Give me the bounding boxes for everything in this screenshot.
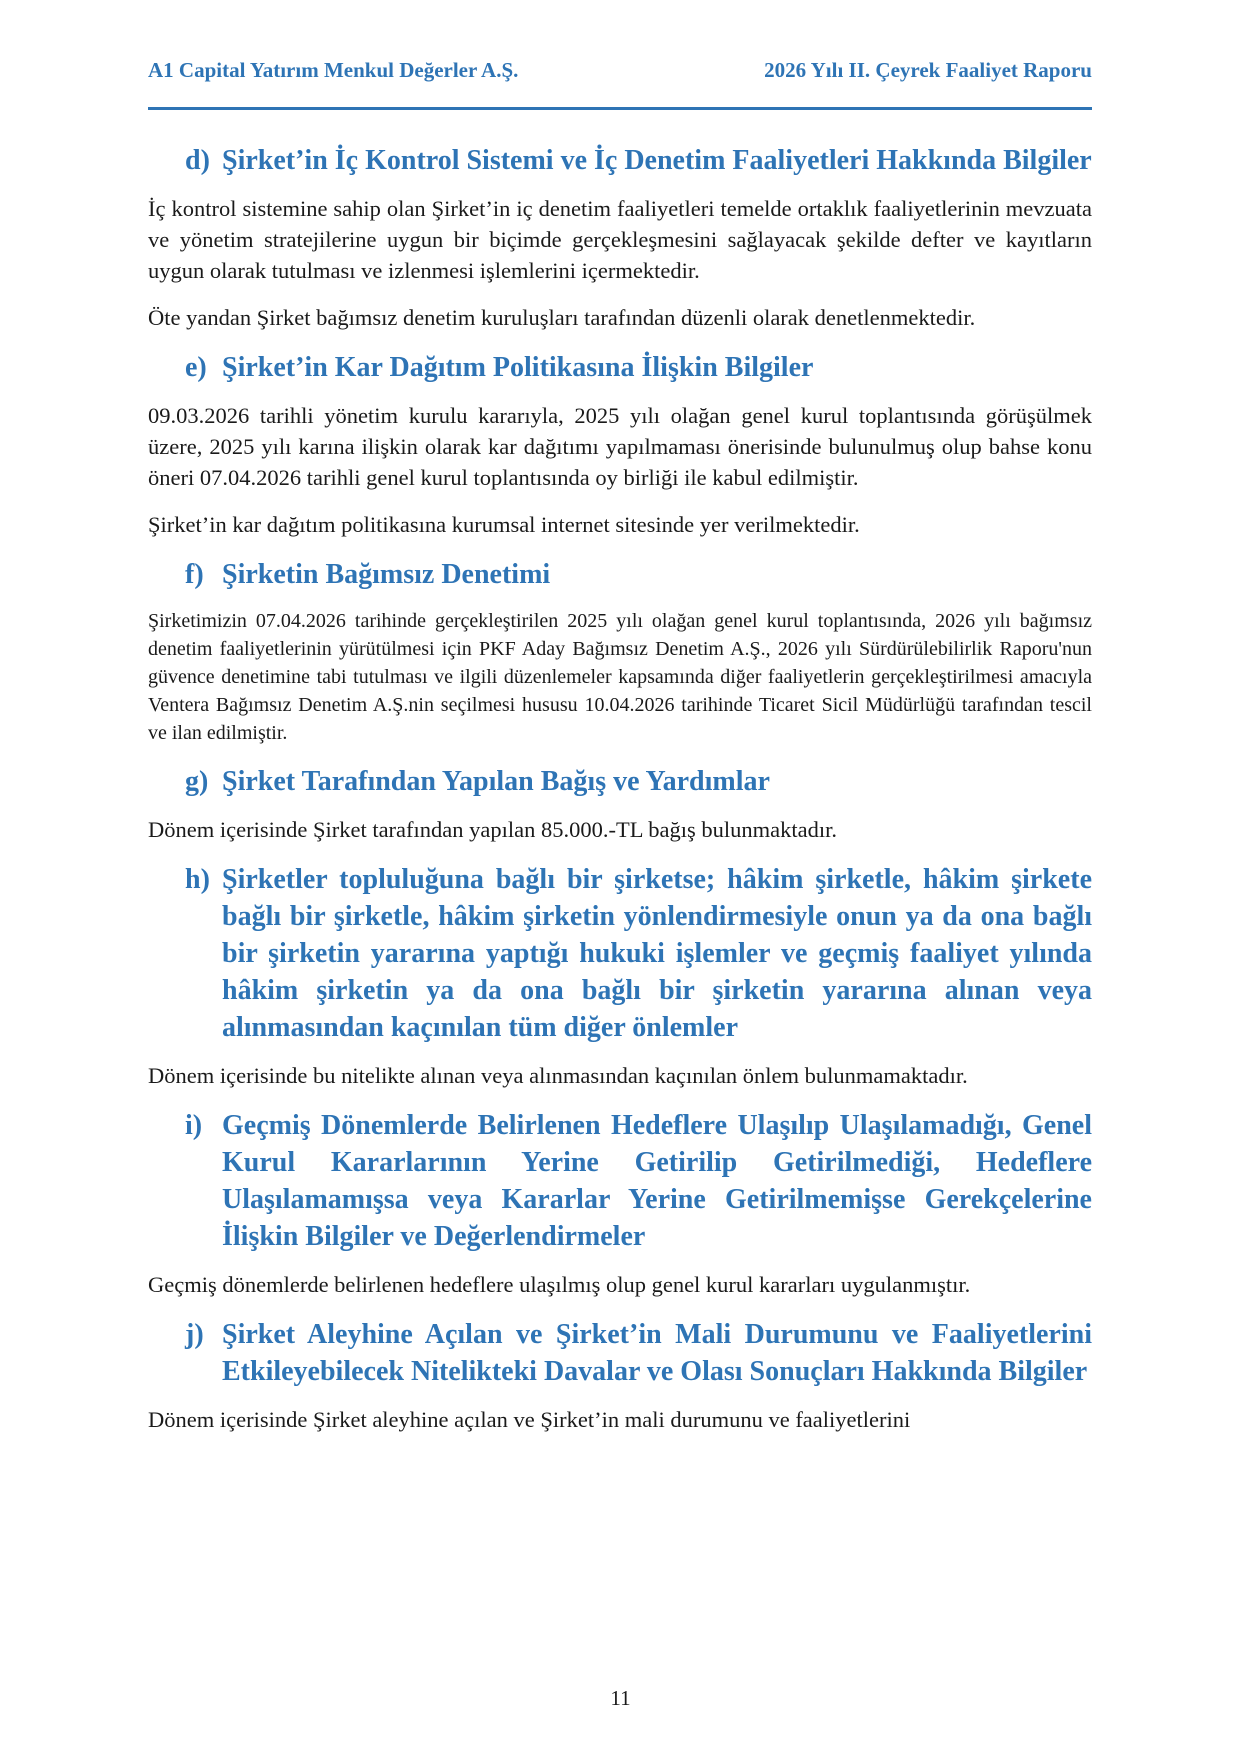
section-f-title: Şirketin Bağımsız Denetimi — [222, 559, 551, 590]
section-f-paragraph-1: Şirketimizin 07.04.2026 tarihinde gerçekleştirilen 2025 yılı olağan genel kurul toplantısında, 2026 yılı bağımsız denetim faaliyetlerinin yürütülmesi için PKF Aday Bağımsız Denetim A.Ş., 2026 yılı Sürdürülebilirlik Raporu'nun güvence denetimine tabi tutulması ve ilgili düzenlemeler kapsamında diğer faaliyetlerin gerçekleştirilmesi amacıyla Ventera Bağımsız Denetim A.Ş.nin seçilmesi hususu 10.04.2026 tarihinde Ticaret Sicil Müdürlüğü tarafından tescil ve ilan edilmiştir. — [148, 610, 1092, 744]
section-i-title: Geçmiş Dönemlerde Belirlenen Hedeflere Ulaşılıp Ulaşılamadığı, Genel Kurul Kararlarının Yerine Getirilip Getirilmediği, Hedeflere Ulaşılamamışsa veya Kararlar Yerine Getirilmemişse Gerekçelerine İlişkin Bilgiler ve Değerlendirmeler — [222, 1110, 1092, 1252]
section-e-letter: e) — [185, 352, 207, 383]
section-j-heading — [148, 1316, 1092, 1390]
section-g-heading — [148, 763, 1092, 800]
section-i-letter: i) — [185, 1110, 203, 1141]
section-h-paragraph-1: Dönem içerisinde bu nitelikte alınan veya alınmasından kaçınılan önlem bulunmamaktadır. — [148, 1063, 968, 1088]
section-j-paragraph-1: Dönem içerisinde Şirket aleyhine açılan ve Şirket’in mali durumunu ve faaliyetlerini — [148, 1407, 911, 1432]
section-d-heading — [148, 142, 1092, 179]
section-e-title: Şirket’in Kar Dağıtım Politikasına İlişkin Bilgiler — [222, 352, 814, 383]
section-e-paragraph-2: Şirket’in kar dağıtım politikasına kurumsal internet sitesinde yer verilmektedir. — [148, 512, 860, 537]
section-f-heading — [148, 556, 1092, 593]
header-report-title: 2026 Yılı II. Çeyrek Faaliyet Raporu — [764, 58, 1092, 82]
section-d-title: Şirket’in İç Kontrol Sistemi ve İç Denetim Faaliyetleri Hakkında Bilgiler — [222, 145, 1092, 176]
section-e-heading — [148, 349, 1092, 386]
section-j-title: Şirket Aleyhine Açılan ve Şirket’in Mali Durumunu ve Faaliyetlerini Etkileyebilecek Nitelikteki Davalar ve Olası Sonuçları Hakkında Bilgiler — [222, 1319, 1092, 1387]
section-h-title: Şirketler topluluğuna bağlı bir şirketse; hâkim şirketle, hâkim şirkete bağlı bir şirketle, hâkim şirketin yönlendirmesiyle onun ya da ona bağlı bir şirketin yararına yaptığı hukuki işlemler ve geçmiş faaliyet yılında hâkim şirketin ya da ona bağlı bir şirketin yararına alınan veya alınmasından kaçınılan tüm diğer önlemler — [222, 864, 1092, 1043]
section-g-letter: g) — [185, 766, 209, 797]
section-g-paragraph-1: Dönem içerisinde Şirket tarafından yapılan 85.000.-TL bağış bulunmaktadır. — [148, 817, 837, 842]
page-content — [148, 142, 1092, 1451]
section-j-letter: j) — [185, 1319, 204, 1350]
page-header — [148, 58, 1092, 83]
section-i-heading — [148, 1107, 1092, 1255]
section-d-letter: d) — [185, 145, 210, 176]
section-i-paragraph-1: Geçmiş dönemlerde belirlenen hedeflere ulaşılmış olup genel kurul kararları uygulanmıştır. — [148, 1272, 971, 1297]
section-h-heading — [148, 861, 1092, 1046]
header-divider — [148, 107, 1092, 110]
section-g-title: Şirket Tarafından Yapılan Bağış ve Yardımlar — [222, 766, 770, 797]
section-d-paragraph-1: İç kontrol sistemine sahip olan Şirket’in iç denetim faaliyetleri temelde ortaklık faaliyetlerinin mevzuata ve yönetim stratejilerine uygun bir biçimde gerçekleşmesini sağlayacak şekilde defter ve kayıtların uygun olarak tutulması ve izlenmesi işlemlerini içermektedir. — [148, 196, 1092, 283]
section-d-paragraph-2: Öte yandan Şirket bağımsız denetim kuruluşları tarafından düzenli olarak denetlenmektedir. — [148, 305, 976, 330]
page-number: 11 — [610, 1686, 631, 1710]
header-company: A1 Capital Yatırım Menkul Değerler A.Ş. — [148, 58, 519, 82]
section-e-paragraph-1: 09.03.2026 tarihli yönetim kurulu kararıyla, 2025 yılı olağan genel kurul toplantısında görüşülmek üzere, 2025 yılı karına ilişkin olarak kar dağıtımı yapılmaması önerisinde bulunulmuş olup bahse konu öneri 07.04.2026 tarihli genel kurul toplantısında oy birliği ile kabul edilmiştir. — [148, 403, 1092, 490]
section-f-letter: f) — [185, 559, 204, 590]
section-h-letter: h) — [185, 864, 210, 895]
